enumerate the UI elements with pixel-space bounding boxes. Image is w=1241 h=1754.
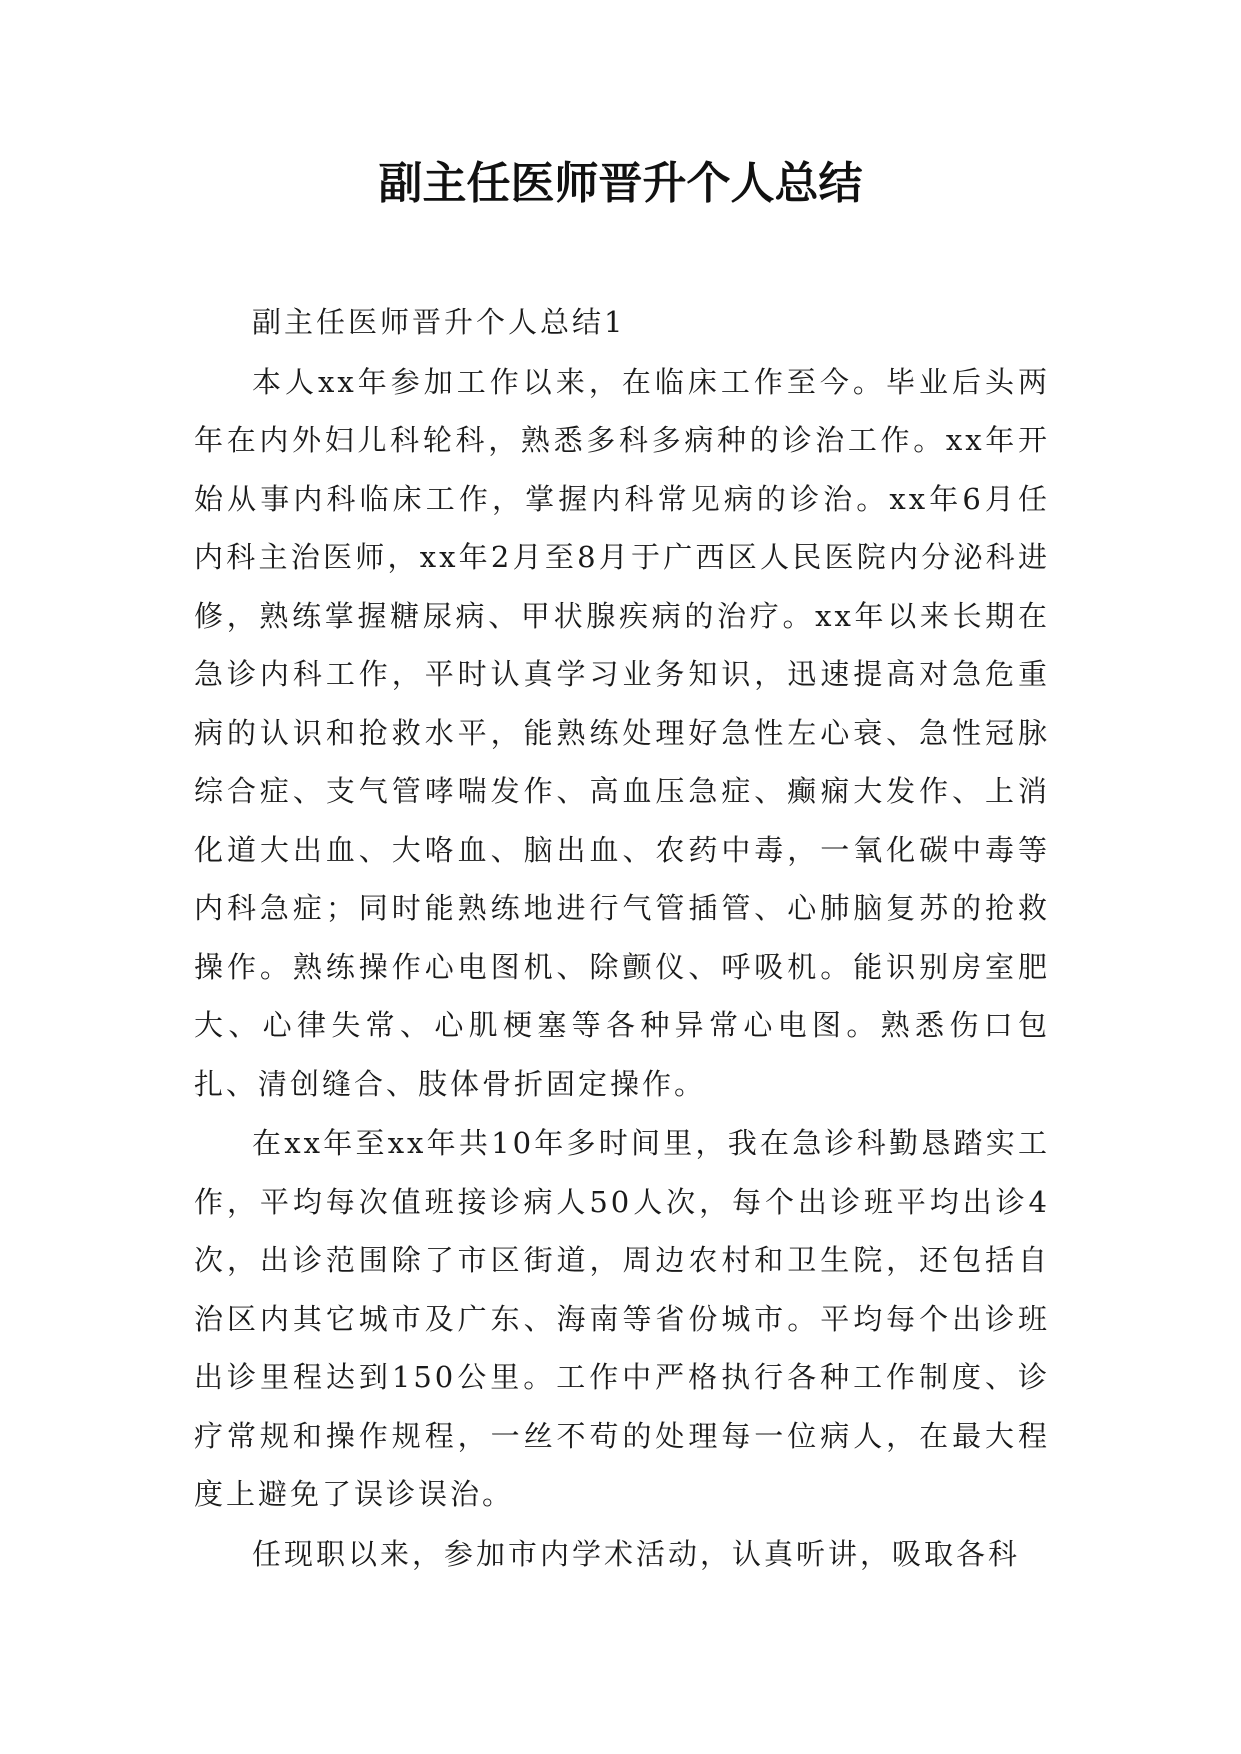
paragraph-work-history: 本人xx年参加工作以来，在临床工作至今。毕业后头两年在内外妇儿科轮科，熟悉多科多病种的诊治工作。xx年开始从事内科临床工作，掌握内科常见病的诊治。xx年6月任内科主治医师，xx年2月至8月于广西区人民医院内分泌科进修，熟练掌握糖尿病、甲状腺疾病的治疗。xx年以来长期在急诊内科工作，平时认真学习业务知识，迅速提高对急危重病的认识和抢救水平，能熟练处理好急性左心衰、急性冠脉综合症、支气管哮喘发作、高血压急症、癫痫大发作、上消化道大出血、大咯血、脑出血、农药中毒，一氧化碳中毒等内科急症；同时能熟练地进行气管插管、心肺脑复苏的抢救操作。熟练操作心电图机、除颤仪、呼吸机。能识别房室肥大、心律失常、心肌梗塞等各种异常心电图。熟悉伤口包扎、清创缝合、肢体骨折固定操作。: [194, 364, 1050, 1101]
paragraph-emergency-work: 在xx年至xx年共10年多时间里，我在急诊科勤恳踏实工作，平均每次值班接诊病人50人次，每个出诊班平均出诊4次，出诊范围除了市区街道，周边农村和卫生院，还包括自治区内其它城市及广东、海南等省份城市。平均每个出诊班出诊里程达到150公里。工作中严格执行各种工作制度、诊疗常规和操作规程，一丝不苟的处理每一位病人，在最大程度上避免了误诊误治。: [194, 1126, 1050, 1511]
document-title: 副主任医师晋升个人总结: [378, 158, 863, 209]
document-body: [194, 293, 1050, 1584]
paragraph-subtitle: 副主任医师晋升个人总结1: [252, 305, 626, 339]
paragraph-academic-activities: 任现职以来，参加市内学术活动，认真听讲，吸取各科: [252, 1536, 1021, 1571]
